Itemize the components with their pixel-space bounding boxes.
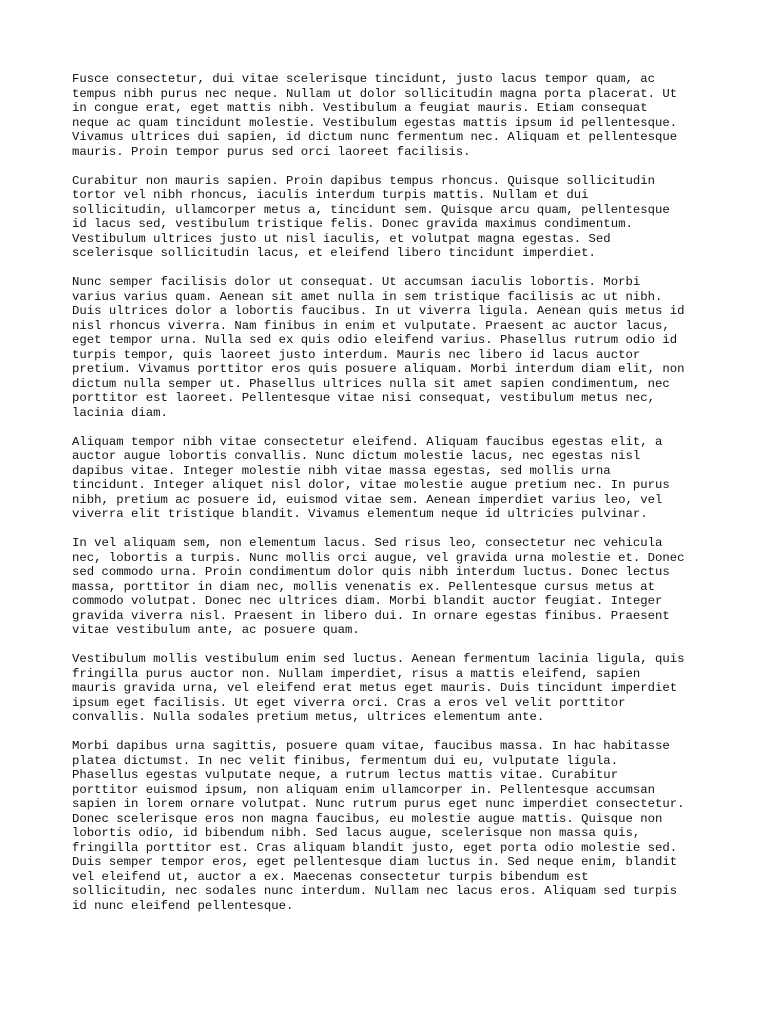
paragraph-3: Nunc semper facilisis dolor ut consequat. Ut accumsan iaculis lobortis. Morbi varius varius quam. Aenean sit amet nulla in sem tristique facilisis ac ut nibh. Duis ultrices dolor a lobortis faucibus. In ut viverra ligula. Aenean quis metus id nisl rhoncus viverra. Nam finibus in enim et vulputate. Praesent ac auctor lacus, eget tempor urna. Nulla sed ex quis odio eleifend varius. Phasellus rutrum odio id turpis tempor, quis laoreet justo interdum. Mauris nec libero id lacus auctor pretium. Vivamus porttitor eros quis posuere aliquam. Morbi interdum diam elit, non dictum nulla semper ut. Phasellus ultrices nulla sit amet sapien condimentum, nec porttitor est laoreet. Pellentesque vitae nisi consequat, vestibulum metus nec, lacinia diam.	[72, 275, 685, 420]
paragraph-7: Morbi dapibus urna sagittis, posuere quam vitae, faucibus massa. In hac habitasse platea dictumst. In nec velit finibus, fermentum dui eu, vulputate ligula. Phasellus egestas vulputate neque, a rutrum lectus mattis vitae. Curabitur porttitor euismod ipsum, non aliquam enim ullamcorper in. Pellentesque accumsan sapien in lorem ornare volutpat. Nunc rutrum purus eget nunc imperdiet consectetur. Donec scelerisque eros non magna faucibus, eu molestie augue mattis. Quisque non lobortis odio, id bibendum nibh. Sed lacus augue, scelerisque non massa quis, fringilla porttitor est. Cras aliquam blandit justo, eget porta odio molestie sed. Duis semper tempor eros, eget pellentesque diam luctus in. Sed neque enim, blandit vel eleifend ut, auctor a ex. Maecenas consectetur turpis bibendum est sollicitudin, nec sodales nunc interdum. Nullam nec lacus eros. Aliquam sed turpis id nunc eleifend pellentesque.	[72, 739, 685, 913]
paragraph-2: Curabitur non mauris sapien. Proin dapibus tempus rhoncus. Quisque sollicitudin tortor vel nibh rhoncus, iaculis interdum turpis mattis. Nullam et dui sollicitudin, ullamcorper metus a, tincidunt sem. Quisque arcu quam, pellentesque id lacus sed, vestibulum tristique felis. Donec gravida maximus condimentum. Vestibulum ultrices justo ut nisl iaculis, et volutpat magna egestas. Sed scelerisque sollicitudin lacus, et eleifend libero tincidunt imperdiet.	[72, 173, 670, 260]
paragraph-5: In vel aliquam sem, non elementum lacus. Sed risus leo, consectetur nec vehicula nec, lobortis a turpis. Nunc mollis orci augue, vel gravida urna molestie et. Donec sed commodo urna. Proin condimentum dolor quis nibh interdum luctus. Donec lectus massa, porttitor in diam nec, mollis venenatis ex. Pellentesque cursus metus at commodo volutpat. Donec nec ultrices diam. Morbi blandit auctor feugiat. Integer gravida viverra nisl. Praesent in libero dui. In ornare egestas finibus. Praesent vitae vestibulum ante, ac posuere quam.	[72, 536, 685, 637]
paragraph-6: Vestibulum mollis vestibulum enim sed luctus. Aenean fermentum lacinia ligula, quis fringilla purus auctor non. Nullam imperdiet, risus a mattis eleifend, sapien mauris gravida urna, vel eleifend erat metus eget mauris. Duis tincidunt imperdiet ipsum eget facilisis. Ut eget viverra orci. Cras a eros vel velit porttitor convallis. Nulla sodales pretium metus, ultrices elementum ante.	[72, 652, 685, 724]
paragraph-1: Fusce consectetur, dui vitae scelerisque tincidunt, justo lacus tempor quam, ac tempus nibh purus nec neque. Nullam ut dolor sollicitudin magna porta placerat. Ut in congue erat, eget mattis nibh. Vestibulum a feugiat mauris. Etiam consequat neque ac quam tincidunt molestie. Vestibulum egestas mattis ipsum id pellentesque. Vivamus ultrices dui sapien, id dictum nunc fermentum nec. Aliquam et pellentesque mauris. Proin tempor purus sed orci laoreet facilisis.	[72, 72, 678, 159]
document-page	[72, 72, 712, 928]
paragraph-4: Aliquam tempor nibh vitae consectetur eleifend. Aliquam faucibus egestas elit, a auctor augue lobortis convallis. Nunc dictum molestie lacus, nec egestas nisl dapibus vitae. Integer molestie nibh vitae massa egestas, sed mollis urna tincidunt. Integer aliquet nisl dolor, vitae molestie augue pretium nec. In purus nibh, pretium ac posuere id, euismod vitae sem. Aenean imperdiet varius leo, vel viverra elit tristique blandit. Vivamus elementum neque id ultricies pulvinar.	[72, 434, 670, 521]
